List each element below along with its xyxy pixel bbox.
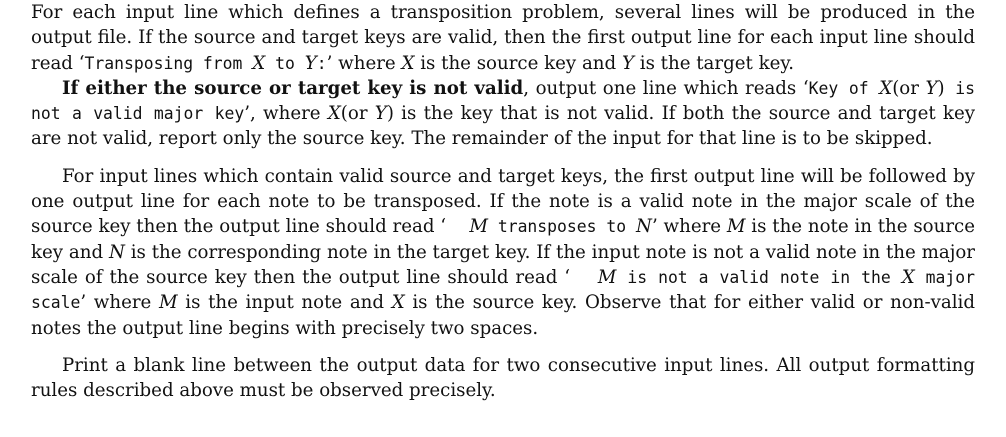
paragraph-gap — [31, 152, 975, 164]
code-run: Transposing from — [84, 53, 253, 73]
text-run: is the note in the source key and — [31, 216, 975, 263]
math-var: M — [469, 216, 488, 238]
text-run: ’ where — [326, 52, 402, 74]
problem-statement-text — [31, 0, 975, 403]
code-run: major scale — [31, 267, 975, 313]
paragraph-note-lines — [31, 164, 975, 341]
math-var: Y — [374, 103, 387, 125]
text-run: is the source key and — [414, 52, 622, 74]
math-var: M — [726, 216, 746, 238]
code-run: Key of — [808, 78, 880, 98]
text-run: For input lines which contain valid source and target keys, the first output line will be followed by one output line for each note to be transposed. If the note is a valid note in the major scale of the source key then the output line should read ‘ — [31, 165, 975, 238]
math-var: M — [158, 292, 178, 314]
text-run: (or — [892, 77, 926, 99]
text-run: , output one line which reads ‘ — [523, 77, 809, 99]
text-run: Print a blank line between the output data for two consecutive input lines. All output formatting rules described above must be observed precisely. — [31, 354, 975, 402]
math-var: X — [901, 266, 915, 288]
text-run: ’ where — [80, 292, 159, 314]
paragraph-output-header — [31, 0, 975, 76]
paragraph-gap — [31, 341, 975, 353]
math-var: X — [879, 77, 893, 99]
code-run: to — [265, 53, 305, 73]
bold-run: If either the source or target key is not valid — [62, 77, 524, 99]
code-run: : — [316, 53, 327, 73]
text-run: ’, where — [244, 103, 328, 125]
math-var: X — [401, 52, 415, 74]
paragraph-blank-line — [31, 353, 975, 404]
math-var: Y — [304, 52, 317, 74]
code-run: transposes to — [487, 217, 637, 237]
math-var: X — [391, 292, 405, 314]
text-run: ) — [937, 77, 945, 99]
text-run: (or — [340, 103, 375, 125]
math-var: X — [327, 103, 341, 125]
text-run: is the input note and — [177, 292, 392, 314]
text-run: is the target key. — [633, 52, 795, 74]
math-var: N — [636, 216, 652, 238]
code-run: is not a valid note in the — [616, 267, 902, 287]
text-run: For each input line which defines a transposition problem, several lines will be produced in the output file. If the source and target keys are valid, then the first output line for each input line should read ‘ — [31, 2, 975, 74]
math-var: Y — [925, 77, 938, 99]
paragraph-invalid-key — [31, 76, 975, 152]
text-run: is the source key. Observe that for either valid or non-valid notes the output line begins with precisely two spaces. — [31, 292, 975, 339]
text-run: ’ where — [651, 216, 727, 238]
code-run: is not a valid major key — [31, 78, 975, 124]
math-var: M — [597, 266, 617, 288]
math-var: Y — [621, 52, 634, 74]
math-var: X — [252, 52, 266, 74]
math-var: N — [108, 241, 125, 263]
text-run: ) is the key that is not valid. If both the source and target key are not valid, report only the source key. The remainder of the input for that line is to be skipped. — [31, 103, 975, 150]
text-run: is the corresponding note in the target key. If the input note is not a valid note in the major scale of the source key then the output line should read ‘ — [31, 241, 975, 288]
